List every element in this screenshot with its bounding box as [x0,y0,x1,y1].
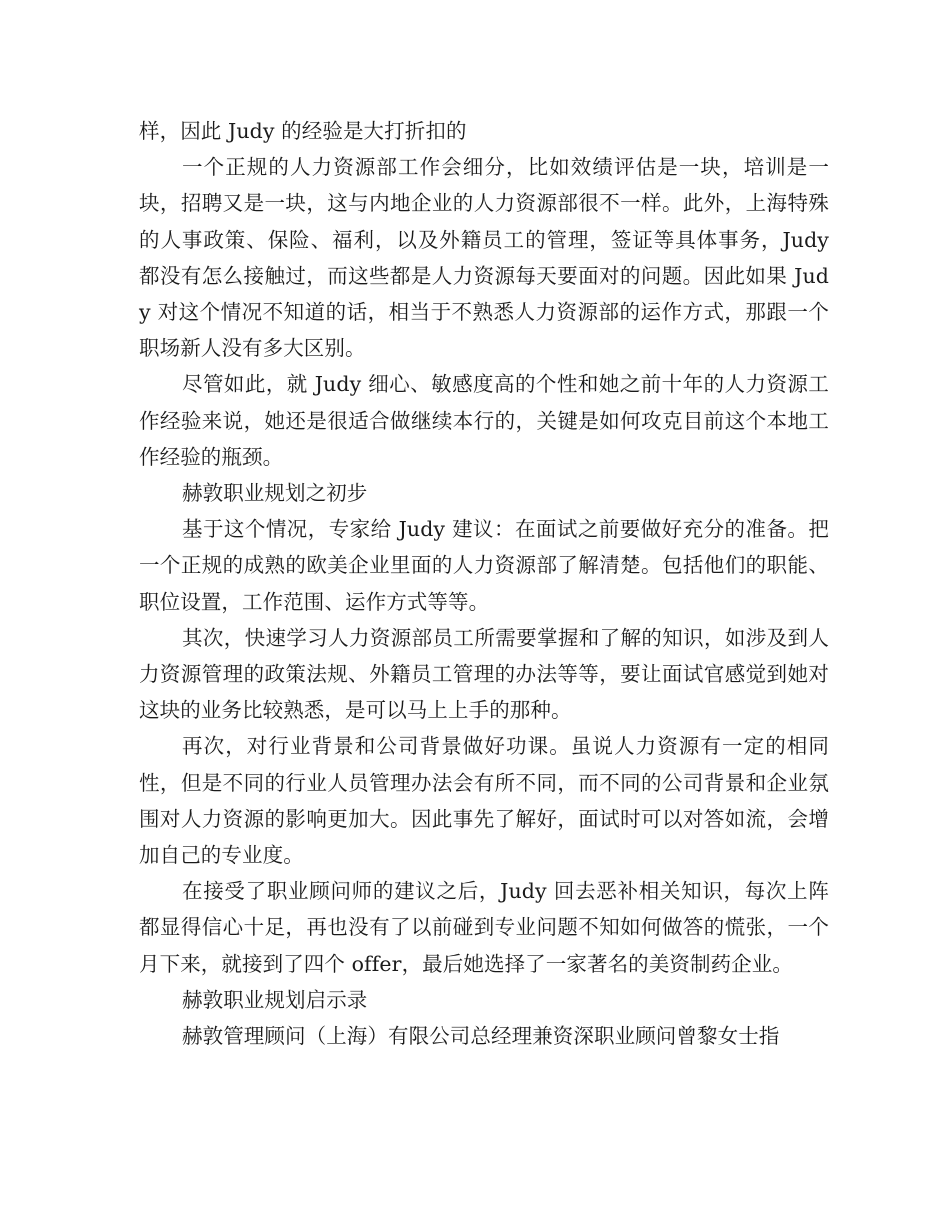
paragraph: 尽管如此，就 Judy 细心、敏感度高的个性和她之前十年的人力资源工作经验来说，她还是很适合做继续本行的，关键是如何攻克目前这个本地工作经验的瓶颈。 [139,372,829,469]
document-body [139,113,829,1054]
paragraph-continuation: 样，因此 Judy 的经验是大打折扣的 [139,119,467,143]
paragraph: 其次，快速学习人力资源部员工所需要掌握和了解的知识，如涉及到人力资源管理的政策法规、外籍员工管理的办法等等，要让面试官感觉到她对这块的业务比较熟悉，是可以马上上手的那种。 [139,625,829,723]
paragraph: 一个正规的人力资源部工作会细分，比如效绩评估是一块，培训是一块，招聘又是一块，这与内地企业的人力资源部很不一样。此外，上海特殊的人事政策、保险、福利，以及外籍员工的管理，签证等具体事务，Judy 都没有怎么接触过，而这些都是人力资源每天要面对的问题。因此如果 Judy 对这个情况不知道的话，相当于不熟悉人力资源部的运作方式，那跟一个职场新人没有多大区别。 [139,155,829,361]
paragraph: 再次，对行业背景和公司背景做好功课。虽说人力资源有一定的相同性，但是不同的行业人员管理办法会有所不同，而不同的公司背景和企业氛围对人力资源的影响更加大。因此事先了解好，面试时可以对答如流，会增加自己的专业度。 [139,734,829,868]
section-heading: 赫敦职业规划启示录 [182,987,368,1012]
paragraph: 基于这个情况，专家给 Judy 建议：在面试之前要做好充分的准备。把一个正规的成熟的欧美企业里面的人力资源部了解清楚。包括他们的职能、职位设置，工作范围、运作方式等等。 [139,517,829,614]
section-heading: 赫敦职业规划之初步 [182,481,368,506]
paragraph: 赫敦管理顾问（上海）有限公司总经理兼资深职业顾问曾黎女士指 [182,1024,780,1049]
paragraph: 在接受了职业顾问师的建议之后，Judy 回去恶补相关知识，每次上阵都显得信心十足，再也没有了以前碰到专业问题不知如何做答的慌张，一个月下来，就接到了四个 offer，最后她选择了一家著名的美资制药企业。 [139,879,829,976]
